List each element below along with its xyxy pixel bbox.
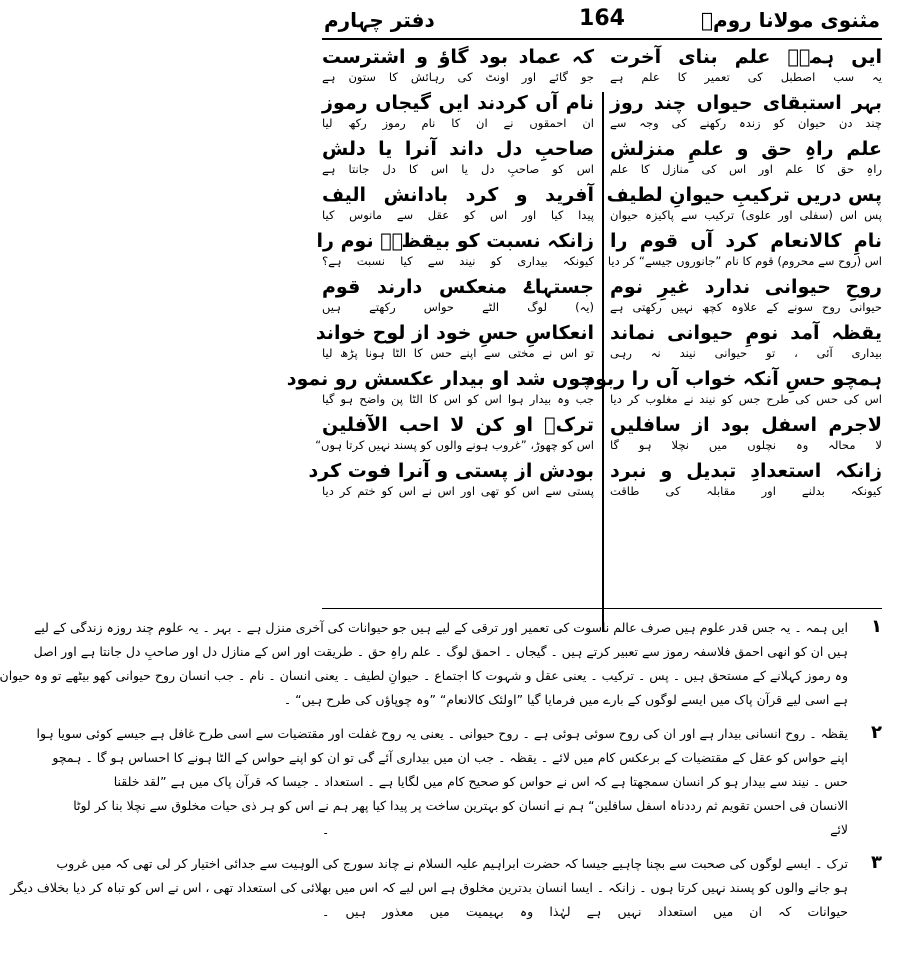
footnote-line: ہے اسی لیے قرآن پاک میں ایسے لوگوں کے بارے میں فرمایا گیا ”اولئک کالانعام“ ”وہ چوپاؤں کی طرح ہیں“ ۔ xyxy=(283,692,848,707)
verse-line: بہر استبقای حیواں چند روز xyxy=(610,92,882,114)
verse-line: علم راہِ حق و علمِ منزلش xyxy=(610,138,882,160)
column-divider xyxy=(602,92,604,632)
couplet xyxy=(316,228,594,270)
verse-line: انعکاسِ حسِ خود از لوح خواند xyxy=(315,322,594,344)
verse-line: نام آں کردند ایں گیجاں رموز xyxy=(322,92,594,114)
footnote-line: ہو جانے والوں کو پسند نہیں کرتا ہوں ۔ زانکہ ۔ ایسا انسان بدترین مخلوق ہے اس لیے کہ اس میں بھلائی کی استعداد تھی ، اس نے اس کو تباہ کر دیا بخلاف دیگر xyxy=(10,880,848,895)
verse-translation: ان احمقوں نے ان کا نام رموز رکھ لیا xyxy=(322,116,594,130)
couplet xyxy=(610,90,882,132)
footnote-line: ترک ۔ ایسے لوگوں کی صحبت سے بچنا چاہیے جیسا کہ حضرت ابراہیم علیہ السلام نے چاند سورج کی الوہیت سے جدائی اختیار کر لی تھی کہ میں غروب xyxy=(56,856,848,871)
verse-line: نامِ کالانعام کرد آں قوم را xyxy=(610,230,882,252)
verse-translation: جو گائے اور اونٹ کی رہائش کا ستون ہے xyxy=(322,70,594,84)
footnote-number: ۲ xyxy=(871,722,882,743)
verse-line: پس دریں ترکیبِ حیوانِ لطیف xyxy=(606,184,882,206)
verse-translation: چند دن حیوان کو زندہ رکھنے کی وجہ سے xyxy=(610,116,882,130)
couplet xyxy=(315,412,594,454)
footnote xyxy=(10,852,882,924)
verse-translation: حیوانی روح سونے کے علاوہ کچھ نہیں رکھتی ہے xyxy=(610,300,882,314)
verse-line: چوں شد او بیدار عکسش رو نمود xyxy=(286,368,594,390)
footnotes xyxy=(0,616,882,934)
couplet xyxy=(606,182,882,224)
verse-translation: (یہ) لوگ الٹے حواس رکھتے ہیں xyxy=(322,300,594,314)
header-rule xyxy=(322,38,882,40)
verse-translation: کیونکہ بیداری کو نیند سے کیا نسبت ہے؟ xyxy=(322,254,594,268)
verse-line: روحِ حیوانی ندارد غیرِ نوم xyxy=(610,276,882,298)
couplet xyxy=(286,366,594,408)
couplet xyxy=(322,90,594,132)
couplet xyxy=(610,458,882,500)
verse-line: کہ عماد بود گاؤ و اشترست xyxy=(322,46,594,68)
verse-line: ترکؔ او کن لا احب الآفلین xyxy=(322,414,594,436)
couplet xyxy=(322,182,594,224)
section-title: دفتر چہارم xyxy=(324,8,435,32)
verse-translation: اس کو چھوڑ، ”غروب ہونے والوں کو پسند نہیں کرتا ہوں“ xyxy=(315,438,594,452)
footnote-line: لائے ۔ xyxy=(322,822,848,837)
verse-line: صاحبِ دل داند آنرا یا دلش xyxy=(322,138,594,160)
couplet xyxy=(585,366,882,408)
verse-translation: بیداری آئی ، تو حیوانی نیند نہ رہی xyxy=(610,346,882,360)
footnote-line: یقظہ ۔ روح انسانی بیدار ہے اور ان کی روح سوئی ہوئی ہے ۔ روح حیوانی ۔ یعنی یہ روح غفلت اور مقتضیات سے اسی طرح غافل ہے جیسے کوئی سویا ہوا xyxy=(36,726,848,741)
verse-line: ایں ہمہؔ علم بنای آخرت xyxy=(610,46,882,68)
left-verse-column xyxy=(286,44,594,504)
verse-line: لاجرم اسفل بود از سافلیں xyxy=(610,414,882,436)
verse-translation: پستی سے اس کو تھی اور اس نے اس کو ختم کر دیا xyxy=(322,484,594,498)
couplet xyxy=(315,320,594,362)
verse-translation: یہ سب اصطبل کی تعمیر کا علم ہے xyxy=(610,70,882,84)
verse-translation: پس اس (سفلی اور علوی) ترکیب سے پاکیزہ حیوان xyxy=(610,208,882,222)
couplet xyxy=(322,136,594,178)
footnote xyxy=(36,722,882,842)
verse-translation: لا محالہ وہ نچلوں میں نچلا ہو گا xyxy=(610,438,882,452)
footnote-line: ہیں ان کو انھی احمق فلاسفہ رموز سے تعبیر کرتے ہیں ۔ گیجاں ۔ احمق لوگ ۔ علم راہِ حق ۔ طریقت اور اس کے منازل دل اور صاحبِ دل جانتا ہے اور اصل xyxy=(33,644,848,659)
footnote-line: ایں ہمہ ۔ یہ جس قدر علوم ہیں صرف عالم ناسوت کی تعمیر اور ترقی کے لیے ہیں جو حیوانات کی آخری منزل ہے ۔ بہر ۔ یہ علوم چند روزہ زندگی کے لیے xyxy=(33,620,848,635)
verse-line: یقظہ آمد نومِ حیوانی نماند xyxy=(610,322,882,344)
verse-translation: اس کی حس کی طرح جس کو نیند نے مغلوب کر دیا xyxy=(610,392,882,406)
verse-translation: کیونکہ بدلنے اور مقابلہ کی طاقت xyxy=(610,484,882,498)
verse-line: زانکہ نسبت کو بیقظہؔ نوم را xyxy=(316,230,594,252)
verse-line: آفرید و کرد بادانش الیف xyxy=(322,184,594,206)
footnote-line: حیوانات کہ ان میں استعداد نہیں ہے لہٰذا وہ بہیمیت میں معذور ہیں ۔ xyxy=(322,904,848,919)
footnote-rule xyxy=(322,608,882,609)
verse-translation: جب وہ بیدار ہوا اس کو اس کا الٹا پن واضح ہو گیا xyxy=(322,392,594,406)
verse-line: زانکہ استعدادِ تبدیل و نبرد xyxy=(610,460,882,482)
verse-translation: اس (روح سے محروم) قوم کا نام ”جانوروں جیسے“ کر دیا xyxy=(607,254,882,268)
verse-line: ہمچو حسِ آنکہ خواب آں را ربود xyxy=(585,368,882,390)
couplet xyxy=(610,274,882,316)
verse-translation: پیدا کیا اور اس کو عقل سے مانوس کیا xyxy=(322,208,594,222)
couplet xyxy=(610,136,882,178)
verse-translation: اس کو صاحبِ دل یا اس کا دل جانتا ہے xyxy=(322,162,594,176)
footnote-number: ۳ xyxy=(871,852,882,873)
couplet xyxy=(308,458,594,500)
couplet xyxy=(610,412,882,454)
page-number: 164 xyxy=(579,6,625,31)
couplet xyxy=(610,320,882,362)
verse-translation: تو اس نے مختی سے اپنے حس کا الٹا ہونا پڑھ لیا xyxy=(322,346,594,360)
footnote-number: ۱ xyxy=(871,616,882,637)
couplet xyxy=(322,274,594,316)
verse-line: بودش از پستی و آنرا فوت کرد xyxy=(308,460,594,482)
verse-columns xyxy=(286,44,882,604)
book-title: مثنوی مولانا رومؒ xyxy=(701,8,880,32)
page-header xyxy=(316,6,888,36)
couplet xyxy=(610,44,882,86)
couplet xyxy=(322,44,594,86)
verse-translation: راہِ حق کا علم اور اس کی منازل کا علم xyxy=(610,162,882,176)
footnote-line: اپنے حواس کو عقل کے مقتضیات کے برعکس کام میں لائے ۔ یقظہ ۔ جب ان میں بیداری آئے گی تو ان کو اپنے حواس کے الٹا ہونے کا احساس ہو گا ۔ ہمچو xyxy=(52,750,848,765)
footnote-line: الانسان فی احسن تقویم ثم رددناہ اسفل سافلین“ ہم نے انسان کو بہترین ساخت پر پیدا کیا پھر ہم نے اس کو ہر ذی حیات مخلوق سے نچلا بنا کر لوٹا xyxy=(73,798,848,813)
verse-line: جستہاۓ منعکس دارند قوم xyxy=(322,276,594,298)
right-verse-column xyxy=(585,44,882,504)
couplet xyxy=(607,228,882,270)
footnote-line: وہ رموز کہلانے کے مستحق ہیں ۔ پس ۔ ترکیب ۔ یعنی عقل و شہوت کا اجتماع ۔ حیوانِ لطیف ۔ یعنی انسان ۔ نام ۔ جب انسان روح حیوانی کھو بیٹھے تو وہ حیوان xyxy=(0,668,848,683)
footnote xyxy=(0,616,882,712)
footnote-line: حس ۔ نیند سے بیدار ہو کر انسان سمجھتا ہے کہ اس نے حواس کو صحیح کام میں لگایا ہے ۔ استعداد ۔ جیسا کہ قرآن پاک میں ہے ”لقد خلقنا xyxy=(113,774,848,789)
